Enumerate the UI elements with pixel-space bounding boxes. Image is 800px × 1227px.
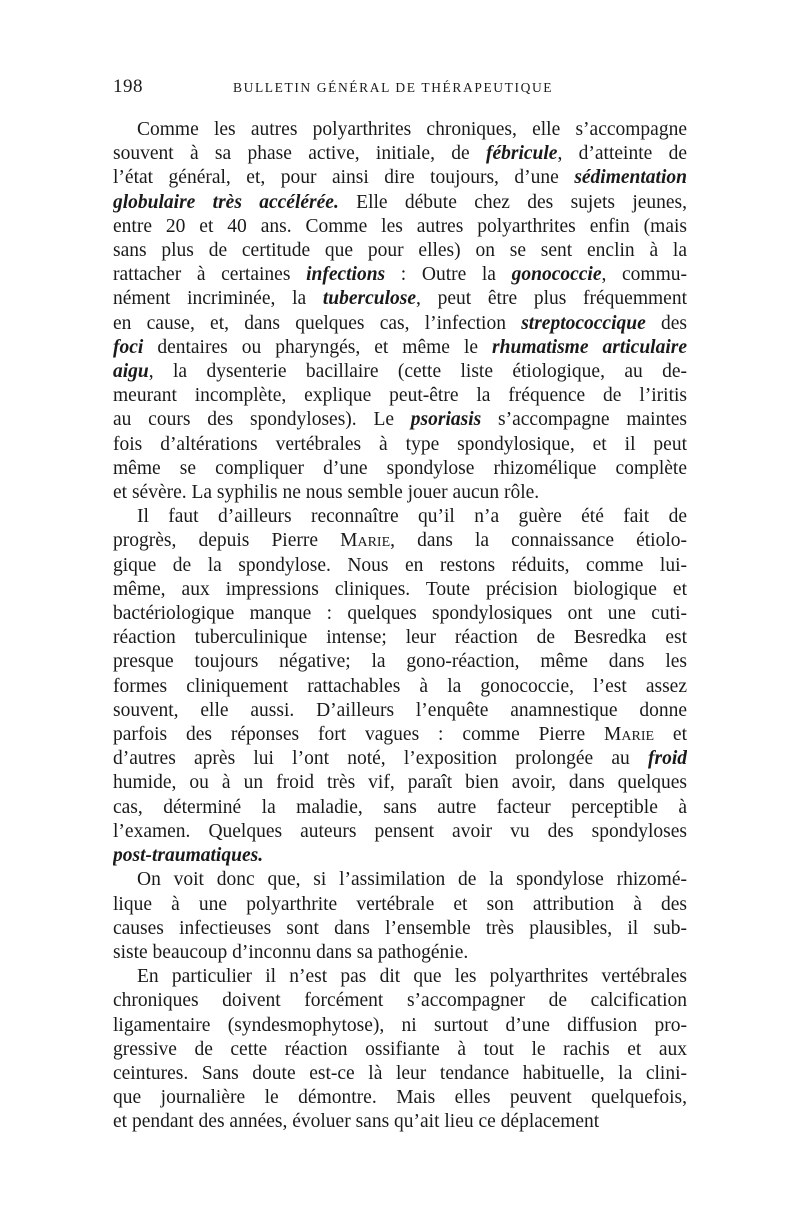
text-line: que journalière le démontre. Mais elles peuvent quelquefois, xyxy=(113,1087,687,1109)
text-line: parfois des réponses fort vagues : comme Pierre Marie et xyxy=(113,724,687,746)
emphasized-term: streptococcique xyxy=(521,312,646,334)
emphasized-term: globulaire très accélérée. xyxy=(113,191,339,213)
text-line xyxy=(113,844,687,868)
text-line: globulaire très accélérée. Elle débute chez des sujets jeunes, xyxy=(113,191,687,213)
text-line: ligamentaire (syndesmophytose), ni surtout d’une diffusion pro- xyxy=(113,1014,687,1036)
page-number: 198 xyxy=(113,76,143,97)
emphasized-term: post-traumatiques. xyxy=(113,845,264,867)
text-line: gressive de cette réaction ossifiante à tout le rachis et aux xyxy=(113,1038,687,1060)
emphasized-term: infections xyxy=(306,264,386,286)
text-line: d’autres après lui l’ont noté, l’exposition prolongée au froid xyxy=(113,748,687,770)
text-line: lique à une polyarthrite vertébrale et son attribution à des xyxy=(113,893,687,915)
text-line: souvent à sa phase active, initiale, de fébricule, d’atteinte de xyxy=(113,143,687,165)
text-line: formes cliniquement rattachables à la gonococcie, l’est assez xyxy=(113,675,687,697)
text-line: même se compliquer d’une spondylose rhizomélique complète xyxy=(113,457,687,479)
text-line: l’état général, et, pour ainsi dire toujours, d’une sédimentation xyxy=(113,167,687,189)
text-line: fois d’altérations vertébrales à type spondylosique, et il peut xyxy=(113,433,687,455)
text-line: l’examen. Quelques auteurs pensent avoir vu des spondyloses xyxy=(113,820,687,842)
text-line: presque toujours négative; la gono-réaction, même dans les xyxy=(113,651,687,673)
text-line: Comme les autres polyarthrites chroniques, elle s’accompagne xyxy=(137,119,687,140)
journal-title: BULLETIN GÉNÉRAL DE THÉRAPEUTIQUE xyxy=(233,80,554,95)
emphasized-term: tuberculose xyxy=(322,288,417,310)
text-line: En particulier il n’est pas dit que les polyarthrites vertébrales xyxy=(137,966,687,988)
running-head xyxy=(113,76,695,100)
emphasized-term: foci xyxy=(113,336,144,358)
text-line: entre 20 et 40 ans. Comme les autres polyarthrites enfin (mais xyxy=(113,215,687,237)
text-line: et sévère. La syphilis ne nous semble jouer aucun rôle. xyxy=(113,482,540,504)
text-line: gique de la spondylose. Nous en restons réduits, comme lui- xyxy=(113,554,687,576)
text-line: ceintures. Sans doute est-ce là leur tendance habituelle, la clini- xyxy=(113,1062,687,1084)
emphasized-term: fébricule xyxy=(485,143,558,165)
text-line: foci dentaires ou pharyngés, et même le rhumatisme articulaire xyxy=(113,336,687,358)
text-line: et pendant des années, évoluer sans qu’ait lieu ce déplacement xyxy=(113,1111,600,1133)
text-line: causes infectieuses sont dans l’ensemble très plausibles, il sub- xyxy=(113,917,687,939)
text-line: rattacher à certaines infections : Outre la gonococcie, commu- xyxy=(113,264,687,286)
text-line: nément incriminée, la tuberculose, peut être plus fréquemment xyxy=(113,288,687,310)
text-line: même, aux impressions cliniques. Toute précision biologique et xyxy=(113,578,687,600)
text-line: meurant incomplète, explique peut-être la fréquence de l’iritis xyxy=(113,385,687,407)
text-line: aigu, la dysenterie bacillaire (cette liste étiologique, au de- xyxy=(113,361,687,383)
text-line: chroniques doivent forcément s’accompagner de calcification xyxy=(113,990,687,1012)
body-text xyxy=(113,118,687,1135)
author-name: Marie xyxy=(340,530,391,552)
text-line: progrès, depuis Pierre Marie, dans la connaissance étiolo- xyxy=(113,530,687,552)
emphasized-term: rhumatisme articulaire xyxy=(492,336,687,358)
emphasized-term: aigu xyxy=(113,361,149,383)
text-line: en cause, et, dans quelques cas, l’infection streptococcique des xyxy=(113,312,687,334)
author-name: Marie xyxy=(604,724,655,746)
text-line: sans plus de certitude que pour elles) on se sent enclin à la xyxy=(113,240,687,262)
text-line: réaction tuberculinique intense; leur réaction de Besredka est xyxy=(113,627,687,649)
text-line: On voit donc que, si l’assimilation de la spondylose rhizomé- xyxy=(137,869,687,891)
text-line: Il faut d’ailleurs reconnaître qu’il n’a guère été fait de xyxy=(137,506,687,528)
text-line: souvent, elle aussi. D’ailleurs l’enquête anamnestique donne xyxy=(113,699,687,721)
text-line: cas, déterminé la maladie, sans autre facteur perceptible à xyxy=(113,796,687,818)
emphasized-term: froid xyxy=(648,748,687,770)
emphasized-term: psoriasis xyxy=(410,409,482,431)
emphasized-term: sédimentation xyxy=(574,167,687,189)
text-line: bactériologique manque : quelques spondylosiques ont une cuti- xyxy=(113,603,687,625)
text-line: au cours des spondyloses). Le psoriasis s’accompagne maintes xyxy=(113,409,687,431)
emphasized-term: gonococcie xyxy=(511,264,602,286)
text-line: humide, ou à un froid très vif, paraît bien avoir, dans quelques xyxy=(113,772,687,794)
text-line: siste beaucoup d’inconnu dans sa pathogénie. xyxy=(113,941,469,963)
